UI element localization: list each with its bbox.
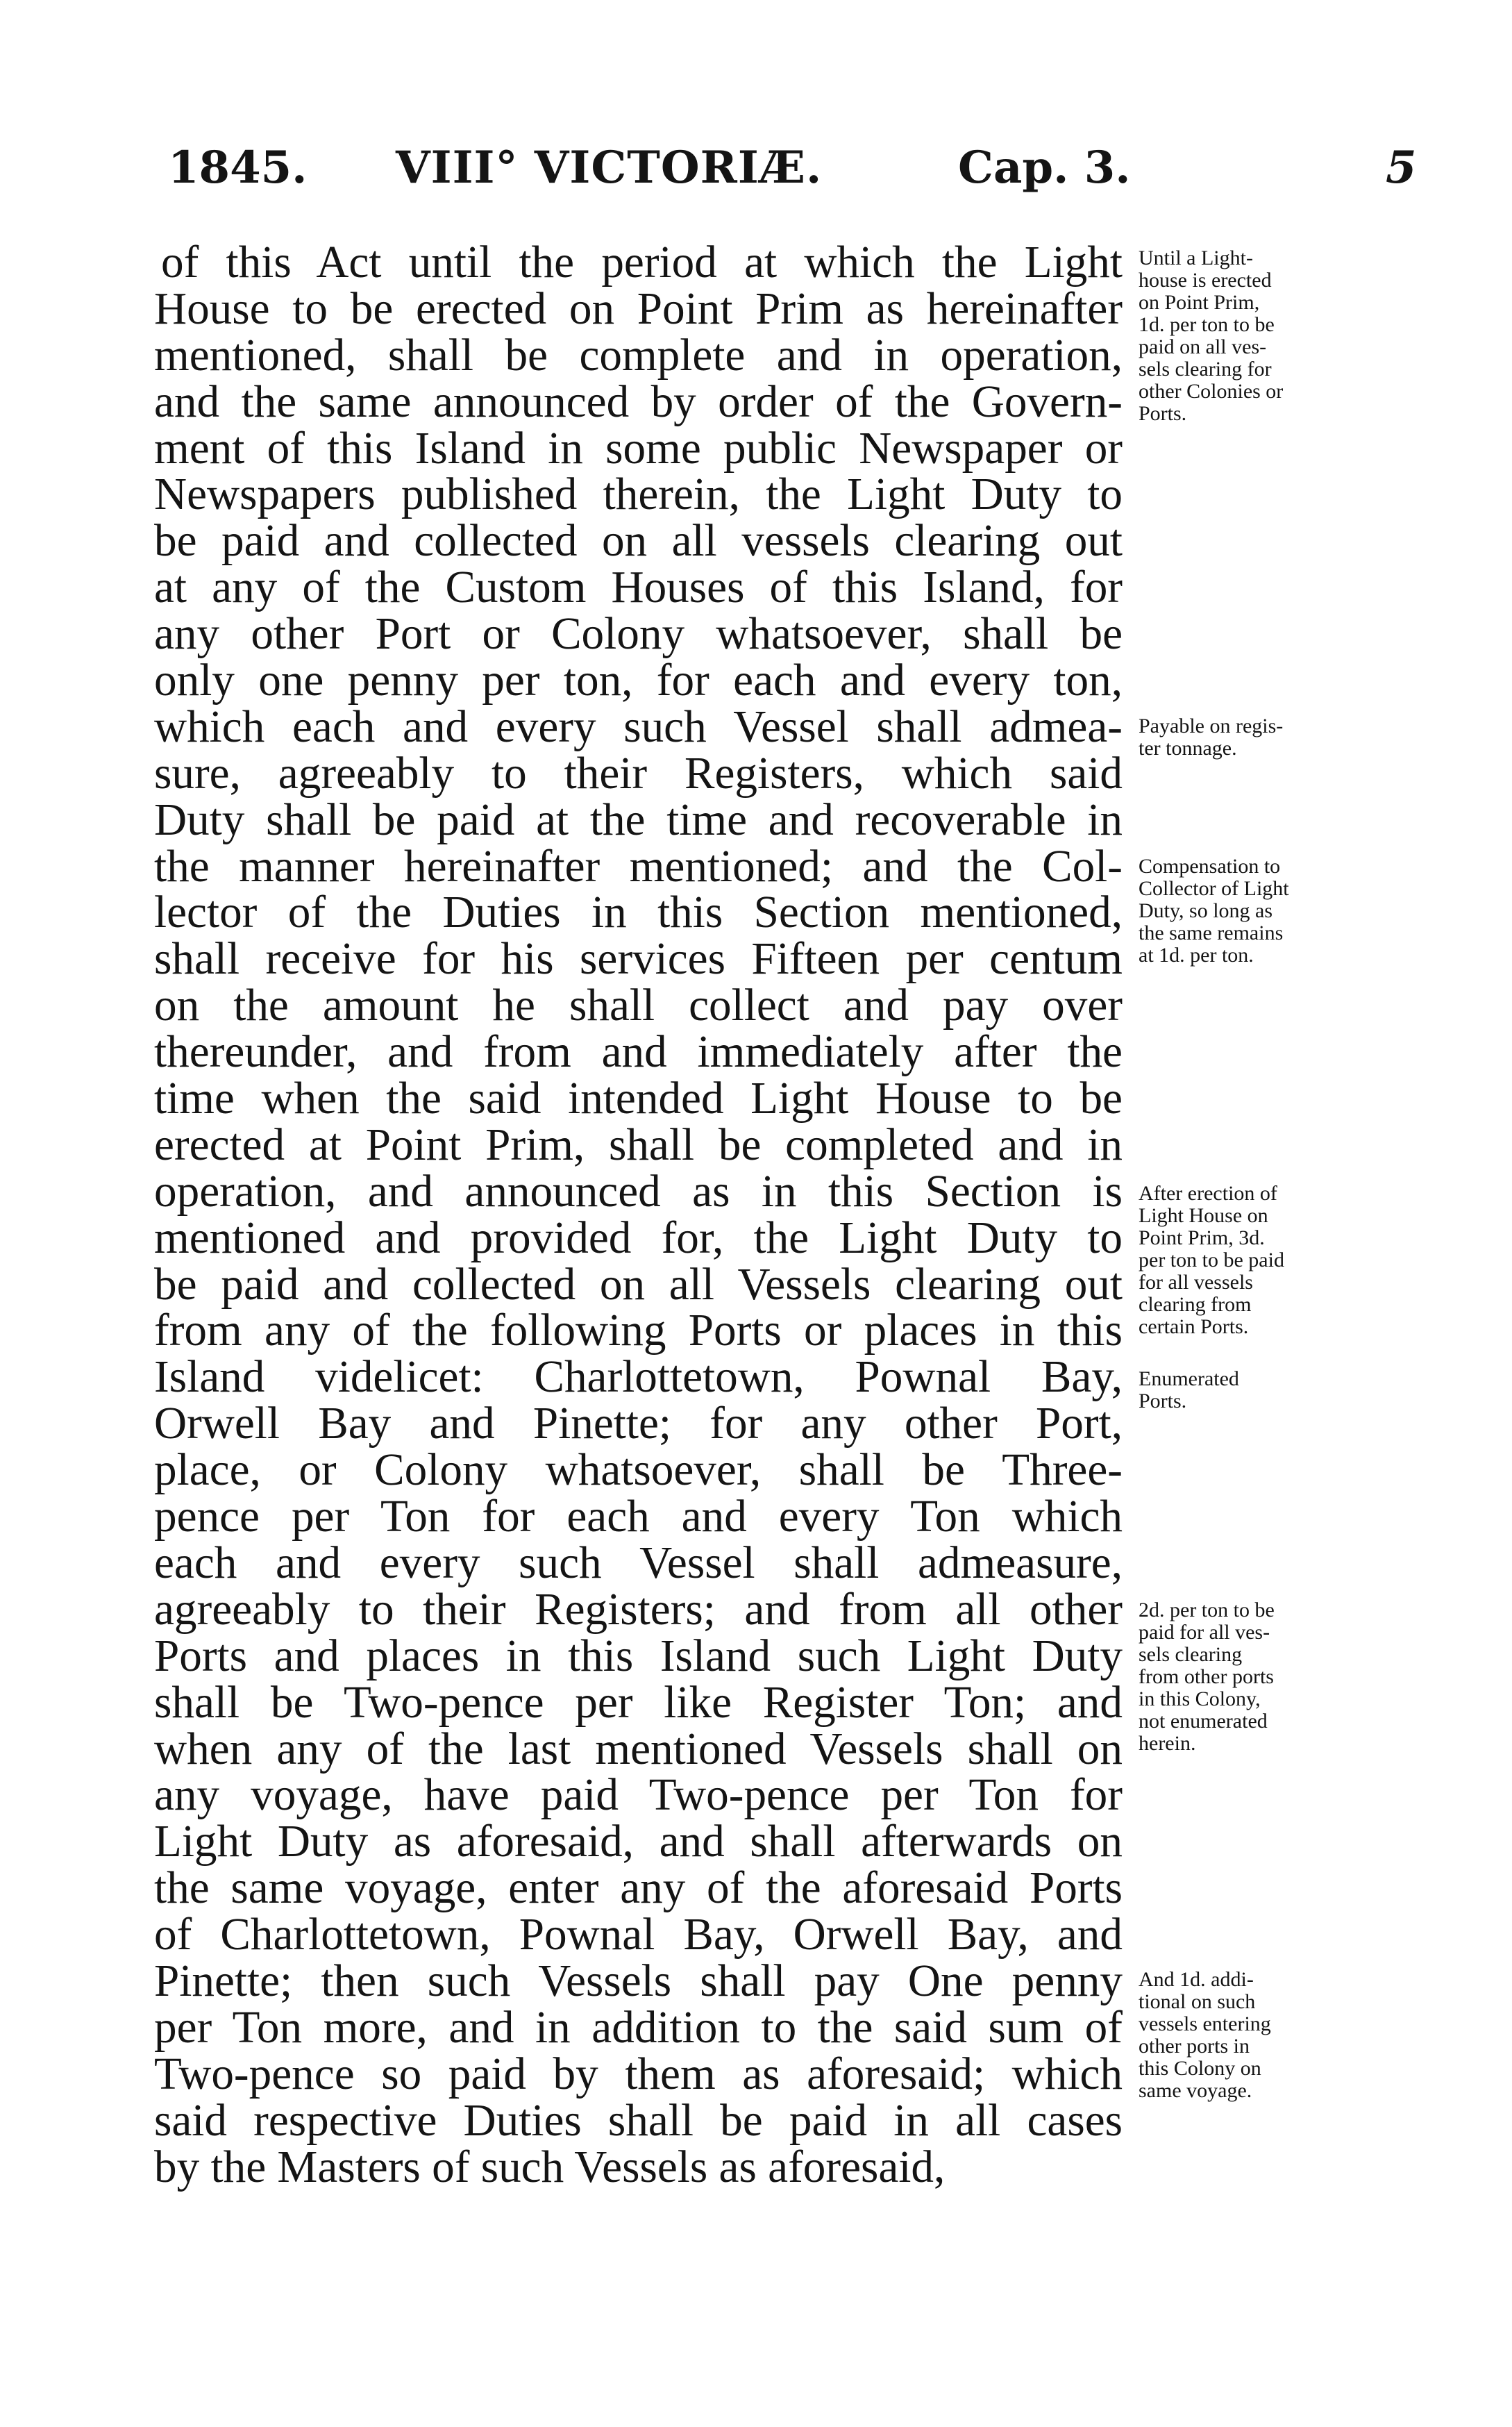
header-title: VIII° VICTORIÆ. <box>396 142 823 194</box>
text-line: by the Masters of such Vessels as aforesaid, <box>154 2142 946 2192</box>
margin-note-line: other Colonies or <box>1139 380 1284 403</box>
margin-note-line: for all vessels <box>1139 1271 1253 1294</box>
margin-note-line: the same remains <box>1139 921 1284 944</box>
margin-note-line: this Colony on <box>1139 2057 1261 2080</box>
text-line: only one penny per ton, for each and every ton, <box>154 656 1123 706</box>
text-line: shall be Two-pence per like Register Ton; and <box>154 1677 1123 1728</box>
margin-note-line: not enumerated <box>1139 1710 1268 1733</box>
margin-note-line: in this Colony, <box>1139 1687 1261 1710</box>
page-number: 5 <box>1386 142 1417 194</box>
margin-note-line: After erection of <box>1139 1182 1277 1205</box>
text-line: sure, agreeably to their Registers, which said <box>154 748 1123 799</box>
text-line: each and every such Vessel shall admeasure, <box>154 1537 1123 1588</box>
margin-note-line: Ports. <box>1139 1390 1187 1412</box>
text-line: operation, and announced as in this Section is <box>154 1166 1123 1217</box>
margin-note-line: Ports. <box>1139 402 1187 425</box>
margin-note-line: from other ports <box>1139 1665 1274 1688</box>
text-line: Pinette; then such Vessels shall pay One penny <box>154 1955 1123 2006</box>
text-line: be paid and collected on all Vessels clearing out <box>154 1259 1123 1310</box>
text-line: the manner hereinafter mentioned; and the Col- <box>154 841 1123 892</box>
margin-note <box>1139 1969 1361 2102</box>
text-line: of Charlottetown, Pownal Bay, Orwell Bay, and <box>154 1910 1123 1960</box>
margin-note-line: Collector of Light <box>1139 877 1289 900</box>
text-line: any voyage, have paid Two-pence per Ton for <box>154 1770 1123 1821</box>
text-line: Ports and places in this Island such Light Duty <box>154 1630 1123 1681</box>
text-line: per Ton more, and in addition to the said sum of <box>154 2002 1123 2053</box>
text-line: House to be erected on Point Prim as hereinafter <box>154 283 1123 334</box>
text-line: from any of the following Ports or places in this <box>154 1306 1123 1356</box>
margin-note-line: sels clearing for <box>1139 358 1272 381</box>
margin-note-line: clearing from <box>1139 1293 1252 1316</box>
text-line: Duty shall be paid at the time and recoverable in <box>154 794 1123 845</box>
margin-note-line: same voyage. <box>1139 2079 1252 2102</box>
text-line: when any of the last mentioned Vessels shall on <box>154 1724 1123 1774</box>
margin-note-line: paid for all ves- <box>1139 1621 1270 1644</box>
margin-note <box>1139 1368 1361 1412</box>
text-line: Newspapers published therein, the Light Duty to <box>154 469 1123 520</box>
text-line: agreeably to their Registers; and from all other <box>154 1584 1123 1635</box>
margin-note-line: at 1d. per ton. <box>1139 944 1254 967</box>
margin-note-line: 2d. per ton to be <box>1139 1599 1275 1621</box>
text-line: the same voyage, enter any of the aforesaid Ports <box>154 1863 1123 1914</box>
text-line: which each and every such Vessel shall admea- <box>154 701 1123 752</box>
margin-note-line: vessels entering <box>1139 2012 1271 2035</box>
margin-note-line: 1d. per ton to be <box>1139 313 1275 336</box>
margin-note-line: tional on such <box>1139 1990 1256 2013</box>
margin-note-line: Until a Light- <box>1139 247 1253 269</box>
margin-note-line: Payable on regis- <box>1139 715 1284 737</box>
text-line: time when the said intended Light House to be <box>154 1074 1123 1124</box>
text-line: mentioned and provided for, the Light Duty to <box>154 1212 1123 1263</box>
margin-note-line: Compensation to <box>1139 855 1281 878</box>
text-line: shall receive for his services Fifteen per centum <box>154 934 1123 985</box>
margin-note-line: certain Ports. <box>1139 1315 1249 1338</box>
body-text <box>154 237 1123 2192</box>
text-line: erected at Point Prim, shall be completed and in <box>154 1119 1123 1170</box>
text-line: be paid and collected on all vessels clearing out <box>154 516 1123 567</box>
text-line: Light Duty as aforesaid, and shall afterwards on <box>154 1817 1123 1867</box>
margin-note-line: Duty, so long as <box>1139 899 1273 922</box>
margin-note-line: Point Prim, 3d. <box>1139 1226 1265 1249</box>
text-line: place, or Colony whatsoever, shall be Three- <box>154 1445 1123 1496</box>
margin-note-line: sels clearing <box>1139 1643 1243 1666</box>
text-line: lector of the Duties in this Section mentioned, <box>154 887 1123 938</box>
margin-note-line: Light House on <box>1139 1204 1268 1227</box>
text-line: any other Port or Colony whatsoever, shall be <box>154 609 1123 660</box>
text-line: pence per Ton for each and every Ton which <box>154 1492 1123 1542</box>
text-line: on the amount he shall collect and pay over <box>154 981 1123 1031</box>
margin-note <box>1139 856 1361 967</box>
text-line: thereunder, and from and immediately after the <box>154 1027 1123 1078</box>
margin-note-line: herein. <box>1139 1732 1196 1755</box>
margin-note-line: other ports in <box>1139 2035 1250 2058</box>
text-line: Orwell Bay and Pinette; for any other Port, <box>154 1399 1123 1449</box>
margin-note-line: paid on all ves- <box>1139 335 1267 358</box>
text-line: Island videlicet: Charlottetown, Pownal Bay, <box>154 1352 1123 1403</box>
margin-note-line: ter tonnage. <box>1139 737 1237 760</box>
text-line: Two-pence so paid by them as aforesaid; which <box>154 2049 1123 2099</box>
margin-note-line: And 1d. addi- <box>1139 1968 1254 1991</box>
text-line: and the same announced by order of the Govern- <box>154 376 1123 427</box>
margin-note-line: per ton to be paid <box>1139 1249 1284 1271</box>
header-year: 1845. <box>168 142 308 194</box>
margin-note <box>1139 1183 1361 1338</box>
text-line: said respective Duties shall be paid in all cases <box>154 2095 1123 2146</box>
header-chapter: Cap. 3. <box>958 142 1131 194</box>
text-line: mentioned, shall be complete and in operation, <box>154 330 1123 381</box>
margin-note-line: Enumerated <box>1139 1367 1239 1390</box>
margin-note <box>1139 715 1361 760</box>
text-line: ment of this Island in some public Newspaper or <box>154 423 1123 474</box>
margin-note-line: house is erected <box>1139 269 1272 292</box>
margin-note <box>1139 1599 1361 1755</box>
margin-note <box>1139 247 1361 425</box>
margin-note-line: on Point Prim, <box>1139 291 1260 314</box>
text-line: of this Act until the period at which the Light <box>161 237 1123 287</box>
text-line: at any of the Custom Houses of this Island, for <box>154 562 1123 613</box>
